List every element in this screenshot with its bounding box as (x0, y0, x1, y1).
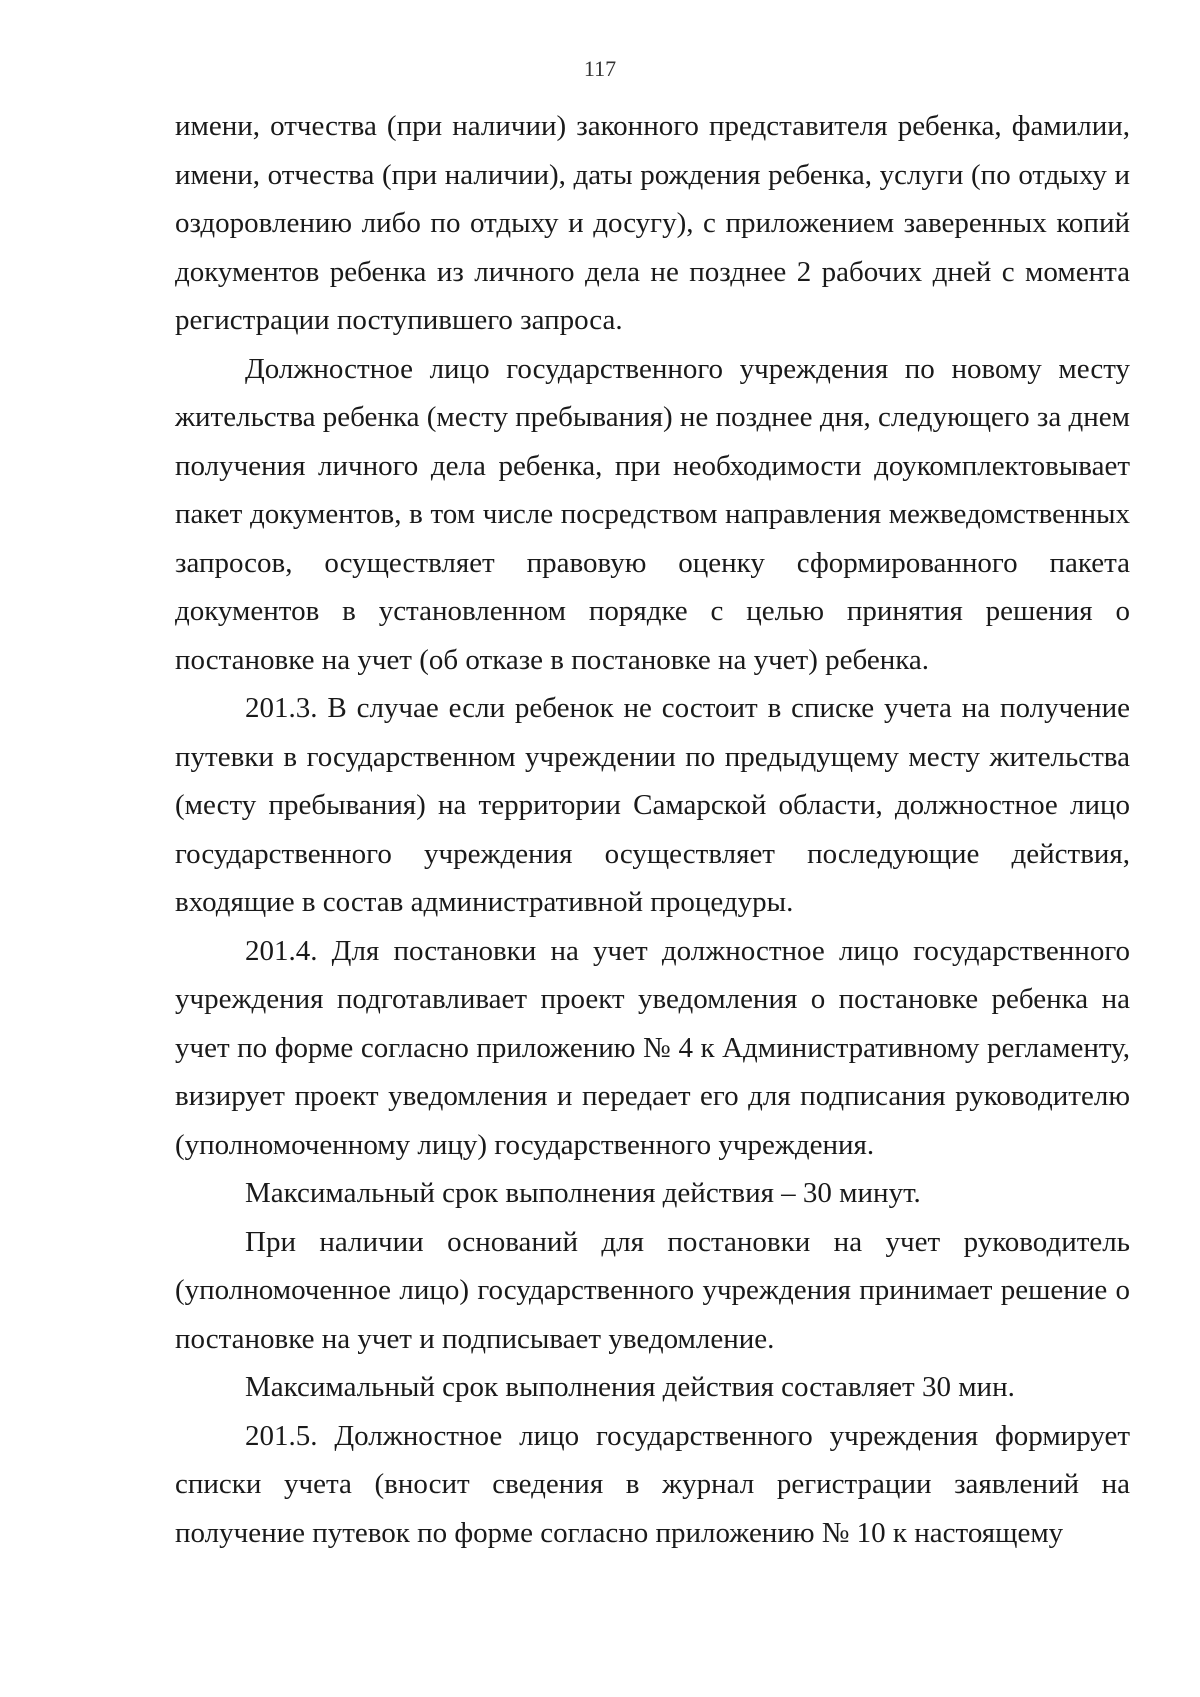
paragraph-201-5: 201.5. Должностное лицо государственного учреждения формирует списки учета (вносит сведения в журнал регистрации заявлений на получение путевок по форме согласно приложению № 10 к настоящему (175, 1419, 1130, 1549)
paragraph-max-time-30-minutes: Максимальный срок выполнения действия – 30 минут. (245, 1177, 921, 1209)
paragraph-official-new-residence: Должностное лицо государственного учреждения по новому месту жительства ребенка (месту пребывания) не позднее дня, следующего за днем получения личного дела ребенка, при необходимости доукомплектовывает пакет документов, в том числе посредством направления межведомственных запросов, осуществляет правовую оценку сформированного пакета документов в установленном порядке с целью принятия решения о постановке на учет (об отказе в постановке на учет) ребенка. (175, 352, 1130, 676)
paragraph-head-decision: При наличии оснований для постановки на учет руководитель (уполномоченное лицо) государственного учреждения принимает решение о постановке на учет и подписывает уведомление. (175, 1225, 1130, 1355)
page-number: 117 (583, 56, 617, 81)
paragraph-max-time-30-min: Максимальный срок выполнения действия составляет 30 мин. (245, 1371, 1015, 1403)
paragraph-201-3: 201.3. В случае если ребенок не состоит в списке учета на получение путевки в государственном учреждении по предыдущему месту жительства (месту пребывания) на территории Самарской области, должностное лицо государственного учреждения осуществляет последующие действия, входящие в состав административной процедуры. (175, 692, 1130, 918)
document-body (175, 102, 1130, 1557)
paragraph-continuation: имени, отчества (при наличии) законного представителя ребенка, фамилии, имени, отчества (при наличии), даты рождения ребенка, услуги (по отдыху и оздоровлению либо по отдыху и досугу), с приложением заверенных копий документов ребенка из личного дела не позднее 2 рабочих дней с момента регистрации поступившего запроса. (175, 110, 1130, 336)
paragraph-201-4: 201.4. Для постановки на учет должностное лицо государственного учреждения подготавливает проект уведомления о постановке ребенка на учет по форме согласно приложению № 4 к Административному регламенту, визирует проект уведомления и передает его для подписания руководителю (уполномоченному лицу) государственного учреждения. (175, 934, 1130, 1161)
